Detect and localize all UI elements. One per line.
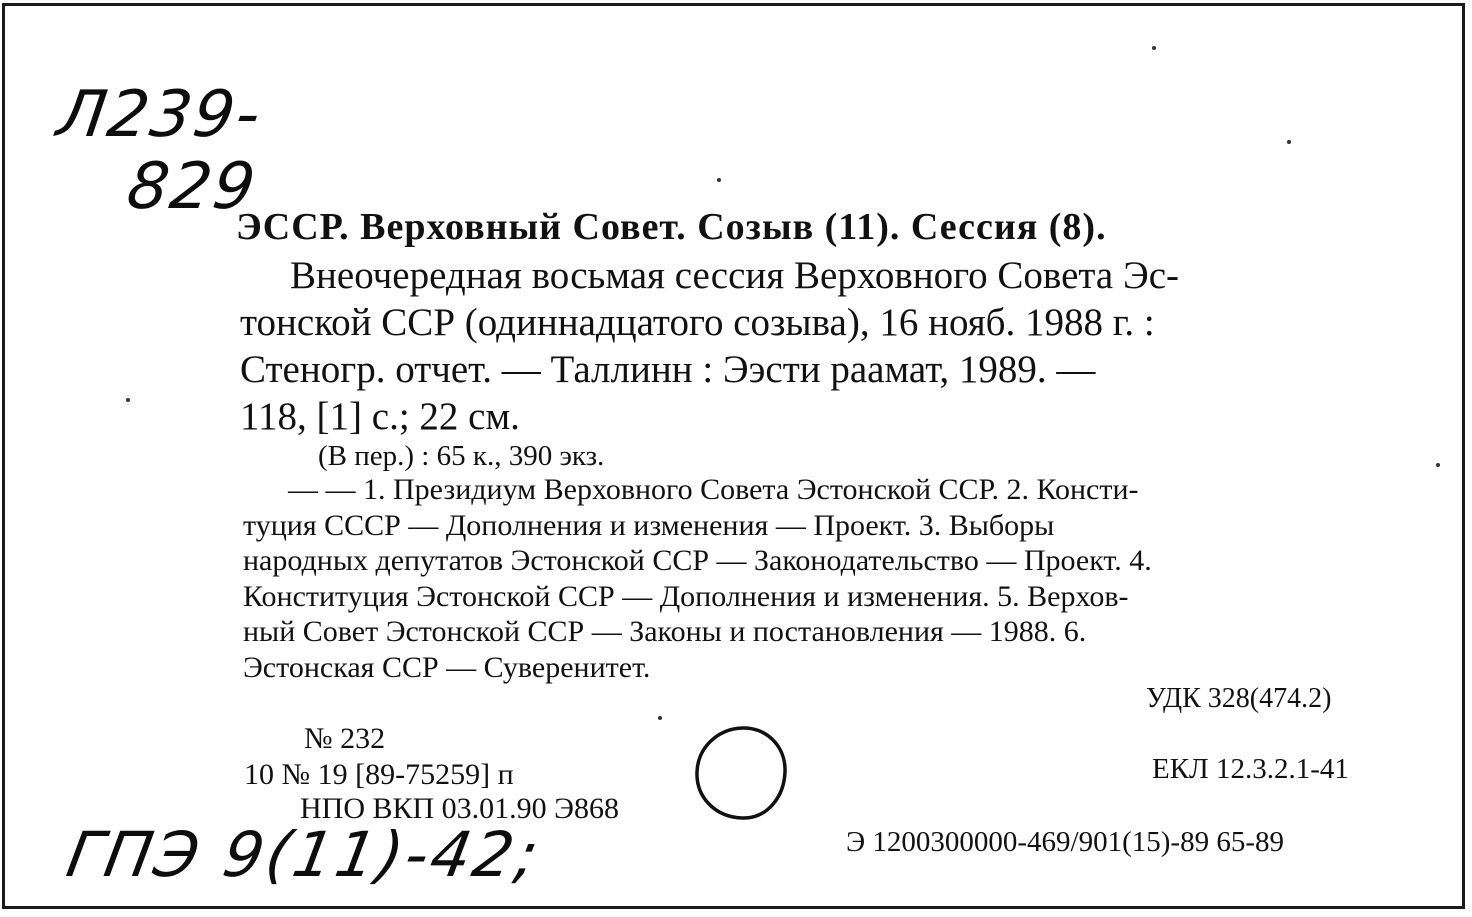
speck <box>658 716 662 720</box>
npo-line: НПО ВКП 03.01.90 Э868 <box>300 792 619 825</box>
subject-line: Конституция Эстонской ССР — Дополнения и изменения. 5. Верхов- <box>243 579 1129 613</box>
subject-headings <box>243 472 1406 685</box>
card-number: № 232 <box>304 722 386 755</box>
description-line: Стеногр. отчет. — Таллинн : Ээсти раамат, 1989. — <box>240 348 1096 391</box>
description-line: Внеочередная восьмая сессия Верховного Совета Эс- <box>290 254 1180 297</box>
order-line: 10 № 19 [89-75259] п <box>244 758 514 791</box>
subject-line: ный Совет Эстонской ССР — Законы и постановления — 1988. 6. <box>243 615 1087 648</box>
handwritten-call-code: ГПЭ 9(11)-42; <box>61 818 547 891</box>
speck <box>717 178 721 182</box>
handwritten-shelfmark-line1: Л239- <box>52 78 267 152</box>
udk-code: УДК 328(474.2) <box>1146 683 1332 714</box>
subject-line: — — 1. Президиум Верховного Совета Эстонской ССР. 2. Консти- <box>288 473 1139 506</box>
speck <box>1287 140 1291 144</box>
speck <box>1152 46 1156 50</box>
bibliographic-description <box>240 252 1400 440</box>
speck <box>1436 463 1440 467</box>
subject-line: туция СССР — Дополнения и изменения — Проект. 3. Выборы <box>243 508 1055 542</box>
price-line: (В пер.) : 65 к., 390 экз. <box>318 440 605 472</box>
subject-line: Эстонская ССР — Суверенитет. <box>243 650 651 684</box>
description-line: тонской ССР (одиннадцатого созыва), 16 нояб. 1988 г. : <box>240 301 1155 344</box>
speck <box>126 398 130 402</box>
circle-stamp-mark <box>690 724 792 822</box>
publication-index: Э 1200300000-469/901(15)-89 65-89 <box>846 826 1284 858</box>
handwritten-shelfmark-line2: 829 <box>122 150 262 224</box>
subject-line: народных депутатов Эстонской ССР — Законодательство — Проект. 4. <box>243 544 1152 577</box>
card-heading: ЭССР. Верховный Совет. Созыв (11). Сессия (8). <box>236 206 1107 248</box>
description-line: 118, [1] с.; 22 см. <box>240 395 520 438</box>
ekl-code: ЕКЛ 12.3.2.1-41 <box>1152 753 1349 785</box>
